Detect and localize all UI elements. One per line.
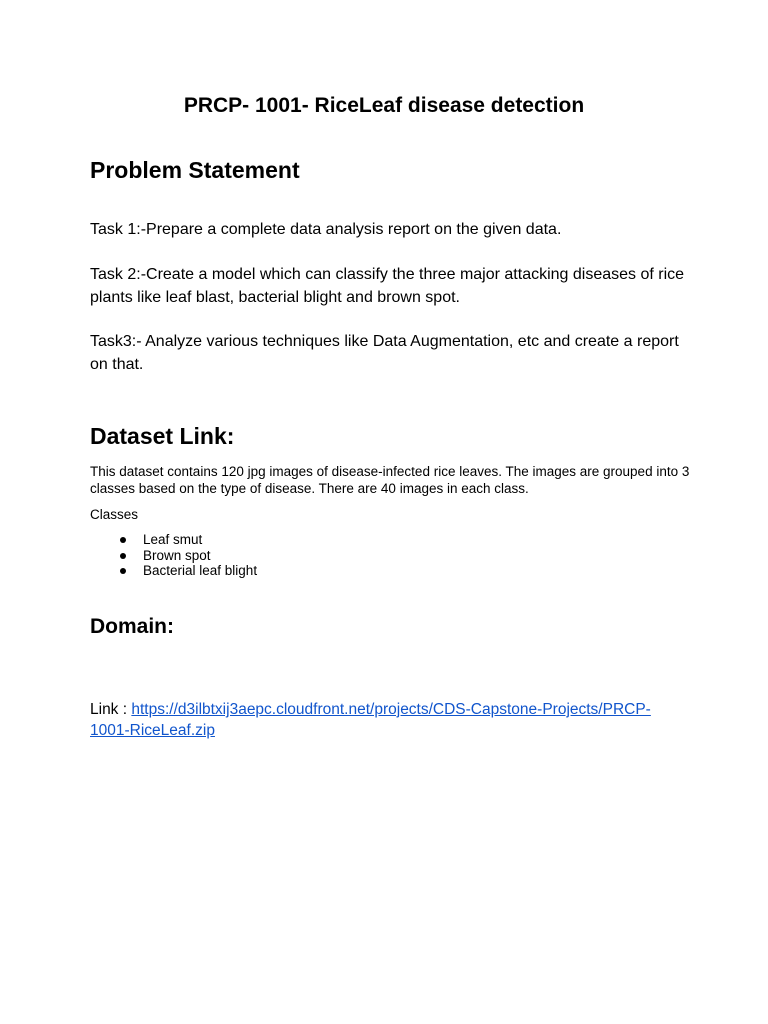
- class-item-label: Leaf smut: [143, 532, 203, 547]
- class-item-bacterial-leaf-blight: [90, 563, 257, 579]
- task-3-text: Task3:- Analyze various techniques like Data Augmentation, etc and create a report on that.: [90, 333, 679, 373]
- dataset-download-link[interactable]: https://d3ilbtxij3aepc.cloudfront.net/projects/CDS-Capstone-Projects/PRCP-1001-RiceLeaf.zip: [90, 701, 651, 739]
- bullet-icon: [120, 553, 126, 559]
- class-item-label: Bacterial leaf blight: [143, 563, 258, 579]
- class-item-brown-spot: [90, 548, 257, 564]
- document-title: PRCP- 1001- RiceLeaf disease detection: [183, 94, 585, 117]
- dataset-description: This dataset contains 120 jpg images of disease-infected rice leaves. The images are grouped into 3 classes based on the type of disease. There are 40 images in each class.: [90, 464, 690, 496]
- task-2-text: Task 2:-Create a model which can classify the three major attacking diseases of rice plants like leaf blast, bacterial blight and brown spot.: [90, 266, 685, 306]
- bullet-icon: [120, 568, 126, 574]
- class-item-leaf-smut: [90, 532, 257, 548]
- dataset-link-heading: Dataset Link:: [90, 423, 235, 449]
- problem-statement-heading: Problem Statement: [90, 157, 300, 183]
- domain-heading: Domain:: [90, 615, 174, 638]
- task-1-text: Task 1:-Prepare a complete data analysis report on the given data.: [90, 221, 562, 238]
- link-label: Link :: [90, 701, 132, 718]
- classes-list: [90, 532, 257, 579]
- dataset-link-paragraph: [90, 699, 690, 741]
- bullet-icon: [120, 537, 126, 543]
- class-item-label: Brown spot: [143, 547, 211, 563]
- classes-label: Classes: [90, 507, 139, 522]
